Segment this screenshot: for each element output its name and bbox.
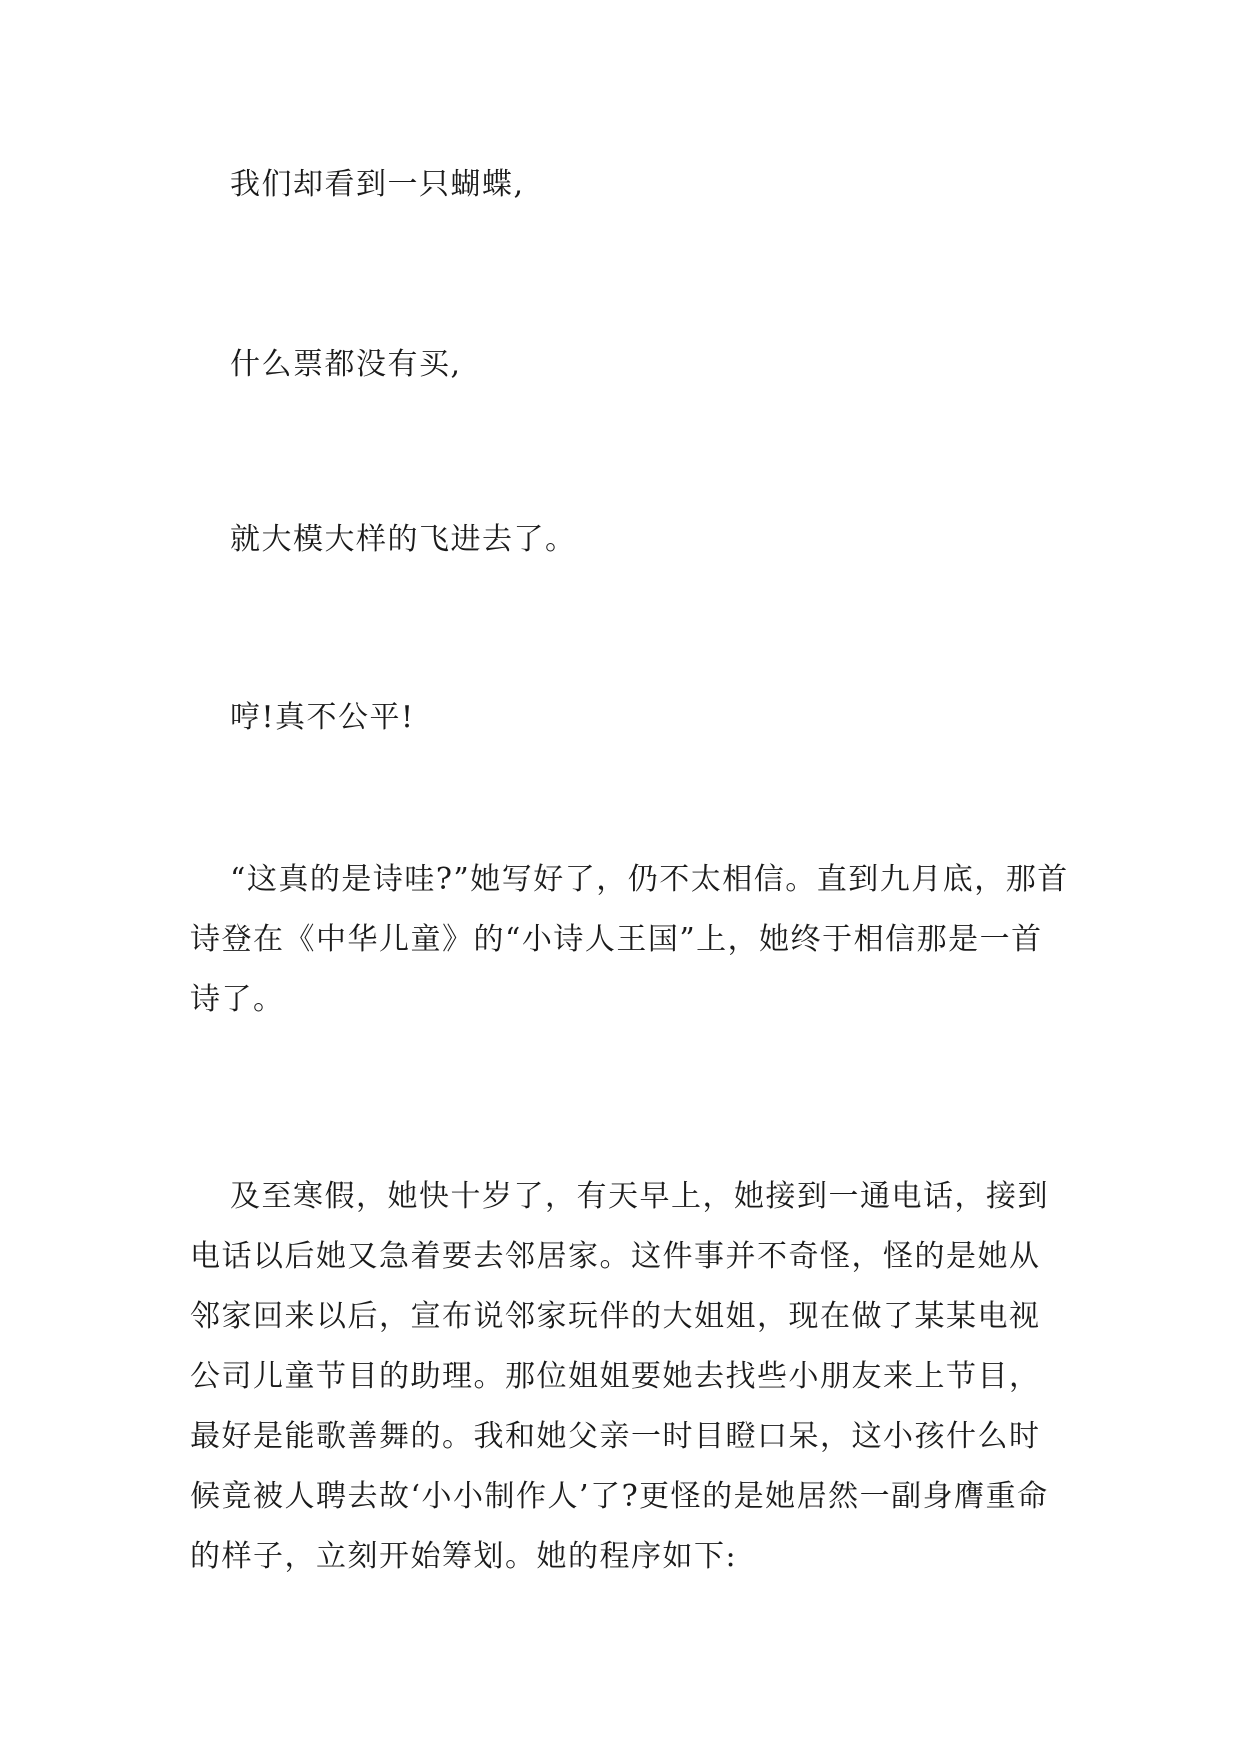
poem-line: 哼!真不公平! [230,700,415,735]
poem-line: 就大模大样的飞进去了。 [230,522,577,557]
body-paragraph: “这真的是诗哇?”她写好了，仍不太相信。直到九月底，那首诗登在《中华儿童》的“小诗人王国”上，她终于相信那是一首诗了。 [190,862,1069,1017]
poem-line: 什么票都没有买, [230,347,462,382]
poem-line: 我们却看到一只蝴蝶, [230,167,525,202]
body-paragraph: 及至寒假，她快十岁了，有天早上，她接到一通电话，接到电话以后她又急着要去邻居家。这件事并不奇怪，怪的是她从邻家回来以后，宣布说邻家玩伴的大姐姐，现在做了某某电视公司儿童节目的助理。那位姐姐要她去找些小朋友来上节目，最好是能歌善舞的。我和她父亲一时目瞪口呆，这小孩什么时候竟被人聘去故‘小小制作人’了?更怪的是她居然一副身膺重命的样子，立刻开始筹划。她的程序如下: [190,1179,1049,1574]
